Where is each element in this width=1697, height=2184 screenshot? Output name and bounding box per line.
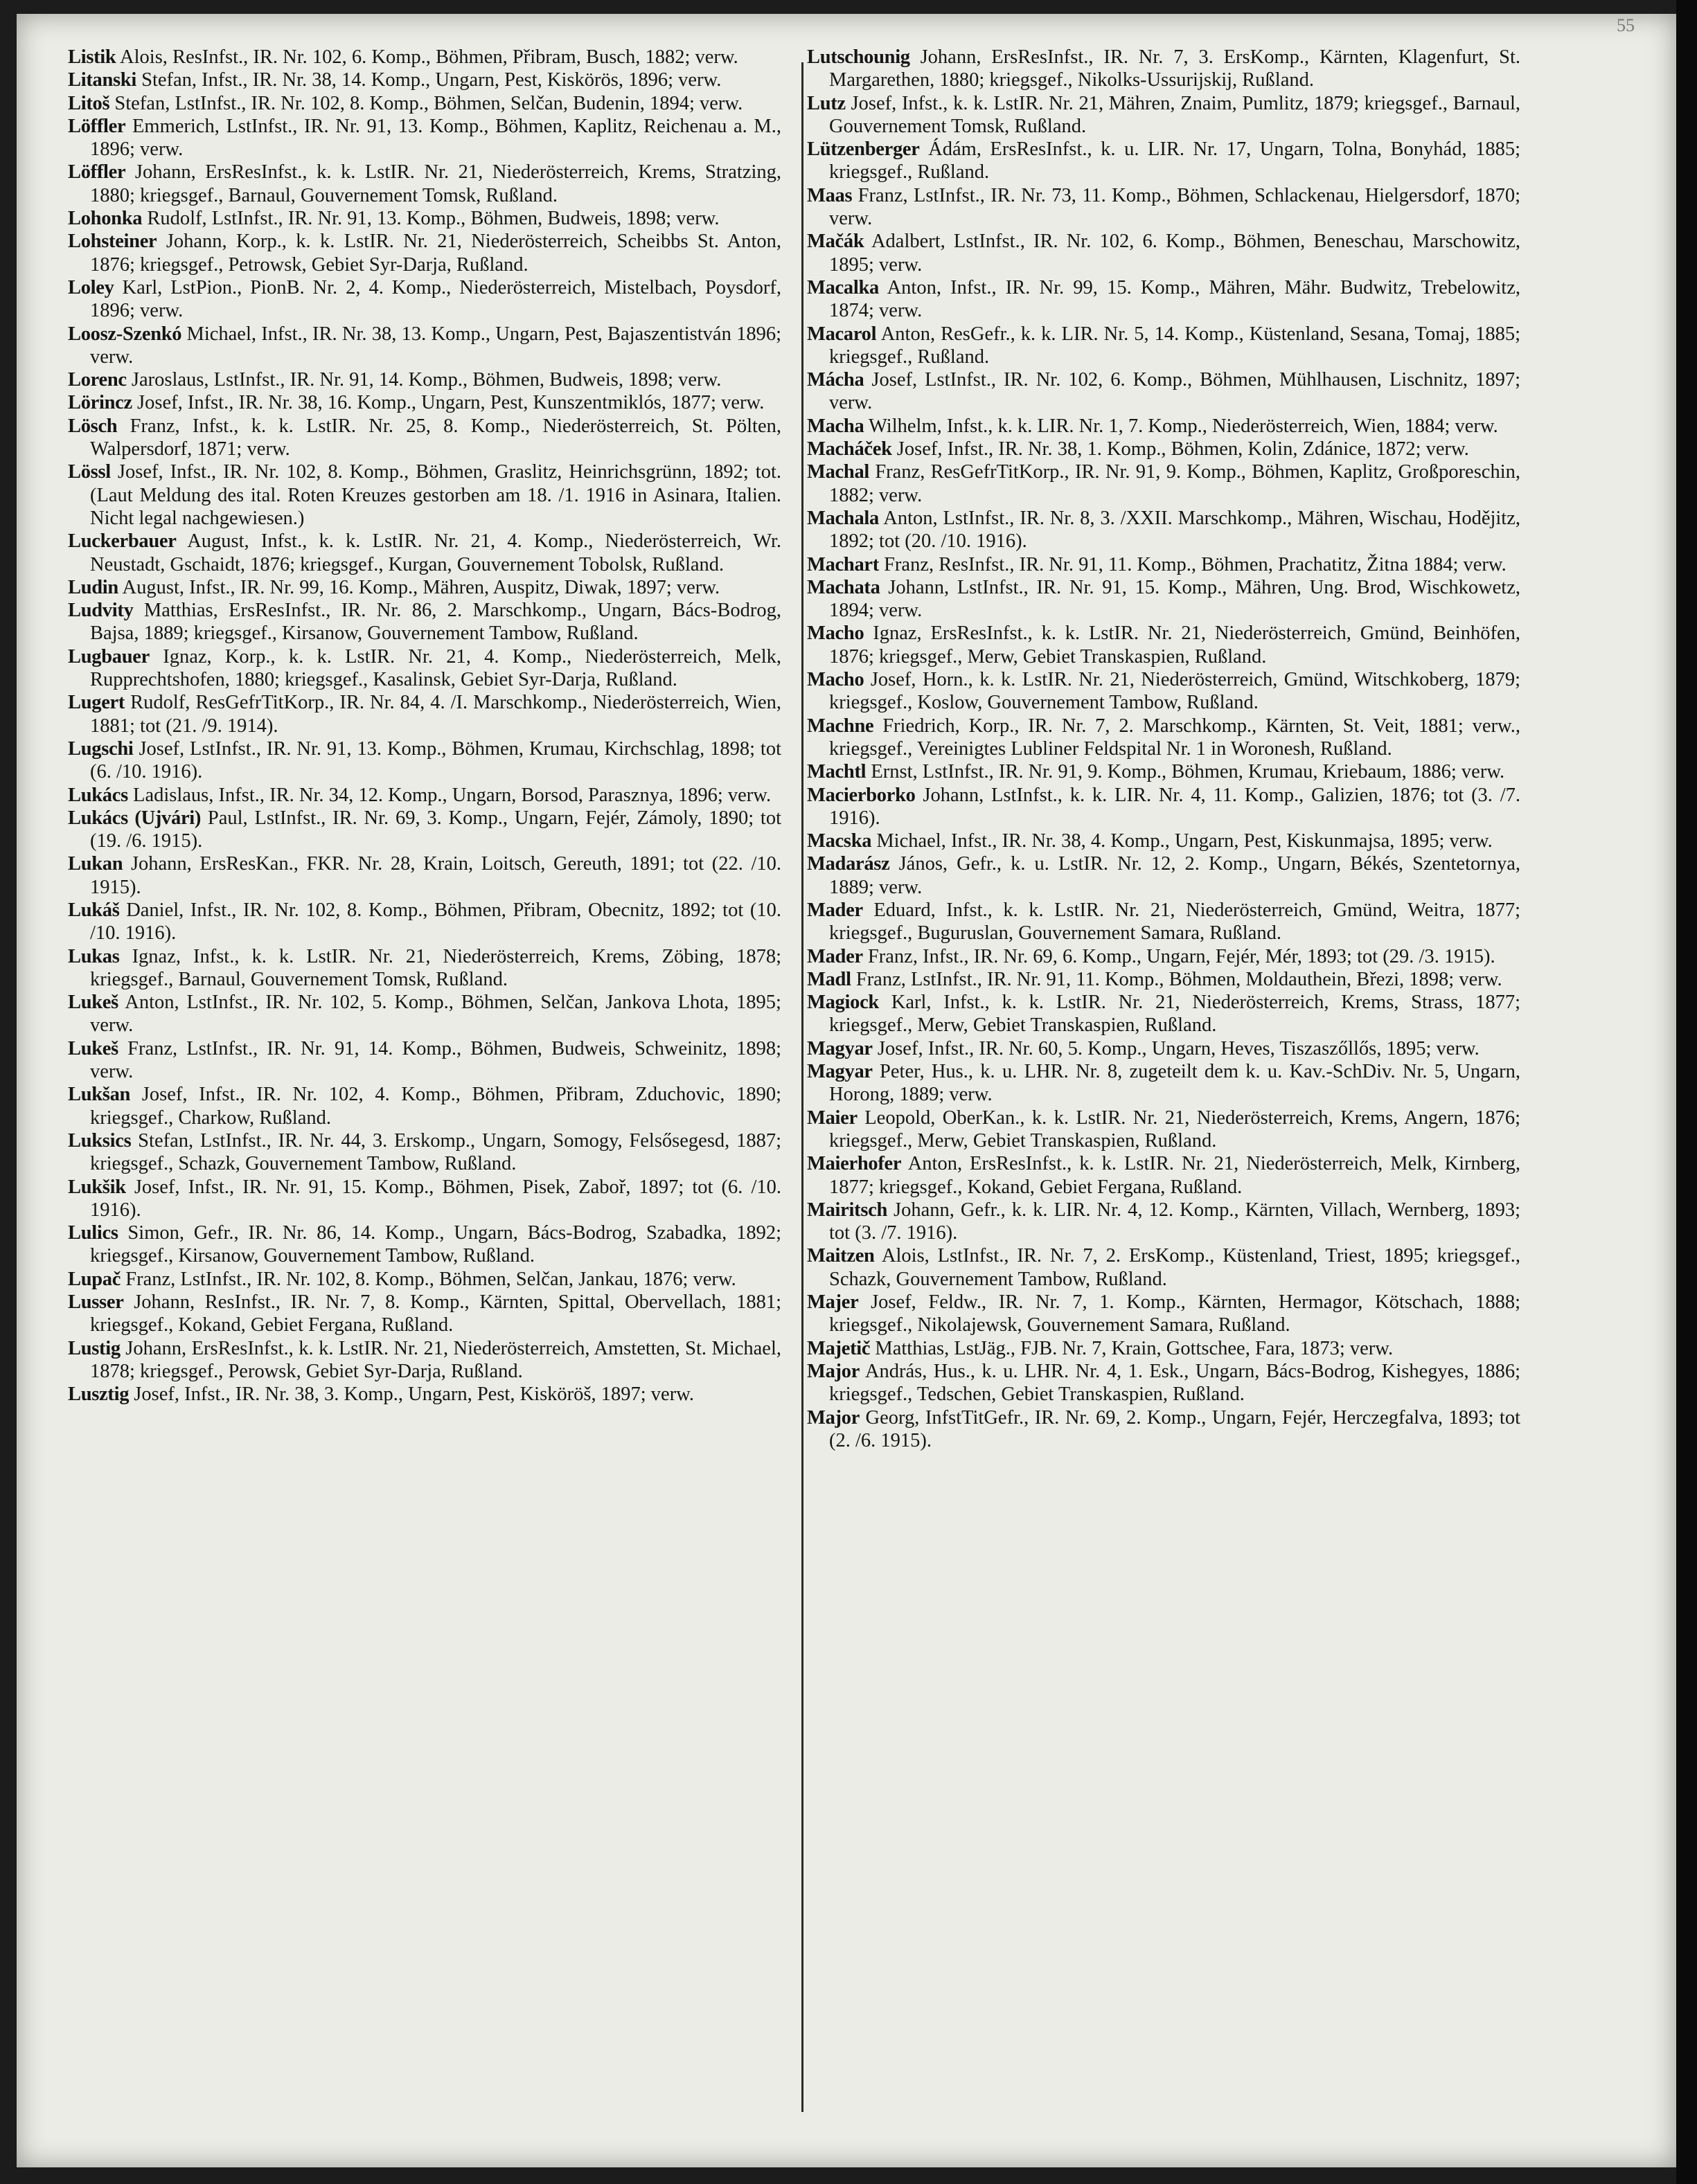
entry-surname: Maitzen [807, 1245, 875, 1267]
casualty-entry [68, 945, 781, 992]
entry-surname: Lukács (Ujvári) [68, 807, 202, 829]
casualty-entry [807, 622, 1520, 668]
entry-surname: Luksics [68, 1129, 132, 1152]
entry-surname: Mácha [807, 369, 864, 391]
entry-details: Matthias, LstJäg., FJB. Nr. 7, Krain, Gottschee, Fara, 1873; verw. [875, 1337, 1394, 1359]
casualty-entry [807, 553, 1520, 576]
entry-surname: Majer [807, 1291, 859, 1314]
entry-surname: Magiock [807, 992, 879, 1014]
entry-details: János, Gefr., k. u. LstIR. Nr. 12, 2. Komp., Ungarn, Békés, Szentetornya, 1889; verw. [829, 853, 1521, 898]
entry-details: Josef, Infst., k. k. LstIR. Nr. 21, Mähren, Znaim, Pumlitz, 1879; kriegsgef., Barnaul, Gouvernement Tomsk, Rußland. [829, 92, 1520, 137]
entry-details: Johann, Gefr., k. k. LIR. Nr. 4, 12. Komp., Kärnten, Villach, Wernberg, 1893; tot (3. /7. 1916). [829, 1199, 1520, 1244]
entry-details: Josef, LstInfst., IR. Nr. 102, 6. Komp., Böhmen, Mühlhausen, Lischnitz, 1897; verw. [829, 369, 1520, 414]
casualty-entry [807, 184, 1520, 231]
casualty-entry [807, 1406, 1520, 1453]
entry-details: Josef, Infst., IR. Nr. 91, 15. Komp., Böhmen, Pisek, Zaboř, 1897; tot (6. /10. 1916). [90, 1176, 781, 1221]
entry-details: Stefan, Infst., IR. Nr. 38, 14. Komp., Ungarn, Pest, Kiskörös, 1896; verw. [141, 69, 722, 91]
entry-details: Johann, ErsResInfst., k. k. LstIR. Nr. 21, Niederösterreich, Amstetten, St. Michael, 1878; kriegsgef., Perowsk, Gebiet Syr-Darja, Rußland. [90, 1337, 781, 1382]
entry-surname: Lukan [68, 853, 123, 875]
entry-details: August, Infst., IR. Nr. 99, 16. Komp., Mähren, Auspitz, Diwak, 1897; verw. [122, 576, 720, 598]
casualty-entry [68, 207, 781, 230]
entry-details: Johann, ErsResInfst., IR. Nr. 7, 3. ErsKomp., Kärnten, Klagenfurt, St. Margarethen, 1880; kriegsgef., Nikolks-Ussurijskij, Rußland. [829, 46, 1520, 91]
casualty-entry [807, 715, 1520, 761]
entry-details: Franz, LstInfst., IR. Nr. 102, 8. Komp., Böhmen, Selčan, Jankau, 1876; verw. [125, 1268, 736, 1290]
entry-details: Josef, Infst., IR. Nr. 38, 16. Komp., Ungarn, Pest, Kunszentmiklós, 1877; verw. [137, 392, 765, 414]
casualty-entry [807, 945, 1520, 968]
casualty-entry [68, 807, 781, 853]
entry-surname: Machne [807, 715, 874, 737]
casualty-entry [68, 599, 781, 645]
casualty-entry [807, 784, 1520, 830]
casualty-entry [807, 899, 1520, 945]
entry-details: Michael, Infst., IR. Nr. 38, 4. Komp., Ungarn, Pest, Kiskunmajsa, 1895; verw. [876, 830, 1493, 852]
entry-details: Jaroslaus, LstInfst., IR. Nr. 91, 14. Komp., Böhmen, Budweis, 1898; verw. [131, 369, 722, 391]
entry-surname: Magyar [807, 1037, 873, 1059]
entry-details: Rudolf, ResGefrTitKorp., IR. Nr. 84, 4. /I. Marschkomp., Niederösterreich, Wien, 1881; tot (21. /9. 1914). [90, 692, 781, 737]
entry-details: Eduard, Infst., k. k. LstIR. Nr. 21, Niederösterreich, Gmünd, Weitra, 1877; kriegsgef., Buguruslan, Gouvernement Samara, Rußland. [829, 899, 1520, 945]
entry-details: Stefan, LstInfst., IR. Nr. 102, 8. Komp., Böhmen, Selčan, Budenin, 1894; verw. [114, 92, 743, 114]
entry-surname: Mader [807, 945, 863, 967]
entry-surname: Loley [68, 276, 114, 298]
entry-details: Johann, ErsResInfst., k. k. LstIR. Nr. 21, Niederösterreich, Krems, Stratzing, 1880; kriegsgef., Barnaul, Gouvernement Tomsk, Rußland. [90, 161, 782, 206]
entry-details: Josef, Horn., k. k. LstIR. Nr. 21, Niederösterreich, Gmünd, Witschkoberg, 1879; kriegsgef., Koslow, Gouvernement Tambow, Rußland. [829, 669, 1520, 714]
entry-surname: Lukšan [68, 1084, 131, 1106]
entry-surname: Lugbauer [68, 645, 150, 668]
entry-surname: Luckerbauer [68, 530, 177, 553]
entry-details: Ignaz, Infst., k. k. LstIR. Nr. 21, Niederösterreich, Krems, Zöbing, 1878; kriegsgef., Barnaul, Gouvernement Tomsk, Rußland. [90, 945, 781, 990]
entry-details: Ádám, ErsResInfst., k. u. LIR. Nr. 17, Ungarn, Tolna, Bonyhád, 1885; kriegsgef., Rußland. [829, 138, 1521, 184]
entry-surname: Lukáš [68, 899, 120, 921]
casualty-entry [807, 576, 1520, 623]
entry-surname: Madl [807, 968, 851, 990]
casualty-entry [807, 460, 1520, 507]
entry-details: Franz, Infst., k. k. LstIR. Nr. 25, 8. Komp., Niederösterreich, St. Pölten, Walpersdorf, 1871; verw. [90, 415, 781, 460]
entry-surname: Major [807, 1406, 860, 1429]
entry-details: Josef, LstInfst., IR. Nr. 91, 13. Komp., Böhmen, Krumau, Kirchschlag, 1898; tot (6. /10. 1916). [90, 737, 782, 783]
entry-surname: Lorenc [68, 369, 127, 391]
casualty-entry [807, 1291, 1520, 1337]
entry-details: Ignaz, Korp., k. k. LstIR. Nr. 21, 4. Komp., Niederösterreich, Melk, Rupprechtshofen, 1880; kriegsgef., Kasalinsk, Gebiet Syr-Darja, Rußland. [90, 645, 781, 691]
casualty-entry [68, 1176, 781, 1222]
entry-surname: Litanski [68, 69, 136, 91]
casualty-entry [807, 760, 1520, 783]
entry-surname: Lutz [807, 92, 846, 114]
entry-details: Josef, Infst., IR. Nr. 102, 4. Komp., Böhmen, Přibram, Zduchovic, 1890; kriegsgef., Charkow, Rußland. [90, 1084, 781, 1129]
entry-details: Matthias, ErsResInfst., IR. Nr. 86, 2. Marschkomp., Ungarn, Bács-Bodrog, Bajsa, 1889; kriegsgef., Kirsanow, Gouvernement Tambow, Rußland. [90, 600, 781, 645]
entry-surname: Mačák [807, 231, 864, 253]
entry-surname: Lukács [68, 784, 128, 806]
entry-surname: Lupač [68, 1268, 121, 1290]
entry-details: Johann, Korp., k. k. LstIR. Nr. 21, Niederösterreich, Scheibbs St. Anton, 1876; kriegsgef., Petrowsk, Gebiet Syr-Darja, Rußland. [90, 231, 782, 276]
casualty-entry [807, 507, 1520, 553]
casualty-entry [807, 138, 1520, 184]
entry-surname: Macalka [807, 276, 879, 298]
entry-surname: Macháček [807, 438, 892, 460]
entry-surname: Mairitsch [807, 1199, 888, 1221]
entry-details: Ignaz, ErsResInfst., k. k. LstIR. Nr. 21, Niederösterreich, Gmünd, Beinhöfen, 1876; kriegsgef., Merw, Gebiet Transkaspien, Rußland. [829, 623, 1520, 668]
casualty-entry [68, 69, 781, 91]
entry-surname: Machata [807, 576, 880, 598]
entry-details: Franz, ResInfst., IR. Nr. 91, 11. Komp., Böhmen, Prachatitz, Žitna 1884; verw. [884, 553, 1507, 575]
casualty-entry [68, 645, 781, 692]
casualty-entry [807, 1152, 1520, 1199]
casualty-entry [807, 991, 1520, 1037]
entry-surname: Lohonka [68, 208, 143, 230]
entry-surname: Lössl [68, 461, 111, 483]
casualty-entry [68, 991, 781, 1037]
right-column [807, 46, 1520, 1452]
entry-surname: Maas [807, 184, 853, 206]
entry-details: Rudolf, LstInfst., IR. Nr. 91, 13. Komp., Böhmen, Budweis, 1898; verw. [147, 208, 720, 230]
entry-details: Paul, LstInfst., IR. Nr. 69, 3. Komp., Ungarn, Fejér, Zámoly, 1890; tot (19. /6. 1915). [90, 807, 781, 852]
entry-surname: Lugschi [68, 737, 134, 760]
entry-details: Josef, Infst., IR. Nr. 60, 5. Komp., Ungarn, Heves, Tiszaszőllős, 1895; verw. [877, 1037, 1480, 1059]
entry-details: Franz, LstInfst., IR. Nr. 73, 11. Komp., Böhmen, Schlackenau, Hielgersdorf, 1870; verw. [829, 184, 1520, 230]
scan-edge [1676, 0, 1697, 2184]
entry-surname: Litoš [68, 92, 110, 114]
entry-surname: Majetič [807, 1337, 871, 1359]
entry-details: Karl, Infst., k. k. LstIR. Nr. 21, Niederösterreich, Krems, Strass, 1877; kriegsgef., Merw, Gebiet Transkaspien, Rußland. [829, 992, 1520, 1037]
entry-details: Leopold, OberKan., k. k. LstIR. Nr. 21, Niederösterreich, Krems, Angern, 1876; kriegsgef., Merw, Gebiet Transkaspien, Rußland. [829, 1107, 1521, 1152]
casualty-entry [807, 1244, 1520, 1291]
entry-details: Anton, LstInfst., IR. Nr. 102, 5. Komp., Böhmen, Selčan, Jankova Lhota, 1895; verw. [90, 992, 781, 1037]
entry-details: Johann, ResInfst., IR. Nr. 7, 8. Komp., Kärnten, Spittal, Obervellach, 1881; kriegsgef., Kokand, Gebiet Fergana, Rußland. [90, 1291, 782, 1336]
entry-surname: Mader [807, 899, 863, 921]
entry-surname: Machala [807, 507, 879, 529]
casualty-entry [807, 438, 1520, 460]
entry-surname: Lutschounig [807, 46, 910, 68]
entry-surname: Listik [68, 46, 116, 68]
casualty-entry [807, 1337, 1520, 1360]
casualty-entry [807, 1360, 1520, 1406]
casualty-entry [68, 1221, 781, 1268]
casualty-entry [68, 1383, 781, 1406]
casualty-entry [807, 1107, 1520, 1153]
entry-details: Emmerich, LstInfst., IR. Nr. 91, 13. Komp., Böhmen, Kaplitz, Reichenau a. M., 1896; verw. [90, 115, 782, 161]
entry-surname: Macierborko [807, 784, 916, 806]
entry-details: Franz, LstInfst., IR. Nr. 91, 14. Komp., Böhmen, Budweis, Schweinitz, 1898; verw. [90, 1037, 781, 1083]
casualty-entry [68, 161, 781, 207]
entry-surname: Madarász [807, 853, 890, 875]
casualty-entry [68, 391, 781, 414]
casualty-entry [807, 1060, 1520, 1107]
entry-details: Josef, Feldw., IR. Nr. 7, 1. Komp., Kärnten, Hermagor, Kötschach, 1888; kriegsgef., Nikolajewsk, Gouvernement Samara, Rußland. [829, 1291, 1520, 1336]
entry-details: Franz, LstInfst., IR. Nr. 91, 11. Komp., Böhmen, Moldauthein, Březi, 1898; verw. [855, 968, 1502, 990]
casualty-entry [807, 852, 1520, 899]
entry-surname: Lukeš [68, 992, 118, 1014]
entry-details: Anton, LstInfst., IR. Nr. 8, 3. /XXII. Marschkomp., Mähren, Wischau, Hodějitz, 1892; tot (20. /10. 1916). [829, 507, 1520, 553]
casualty-entry [68, 852, 781, 899]
entry-surname: Löffler [68, 115, 126, 137]
entry-details: Josef, Infst., IR. Nr. 102, 8. Komp., Böhmen, Graslitz, Heinrichsgrünn, 1892; tot. (Laut Meldung des ital. Roten Kreuzes gestorben am 18. /1. 1916 in Asinara, Italien. Nicht legal nachgewiesen.) [90, 461, 781, 529]
entry-surname: Löffler [68, 161, 126, 184]
entry-details: August, Infst., k. k. LstIR. Nr. 21, 4. Komp., Niederösterreich, Wr. Neustadt, Gschaidt, 1876; kriegsgef., Kurgan, Gouvernement Tobolsk, Rußland. [90, 530, 781, 575]
casualty-entry [68, 415, 781, 461]
casualty-entry [68, 784, 781, 807]
entry-surname: Major [807, 1360, 860, 1382]
entry-surname: Lusser [68, 1291, 124, 1314]
casualty-entry [68, 1337, 781, 1384]
entry-surname: Lulics [68, 1222, 118, 1244]
entry-details: Anton, Infst., IR. Nr. 99, 15. Komp., Mähren, Mähr. Budwitz, Trebelowitz, 1874; verw. [829, 276, 1520, 322]
left-column [68, 46, 781, 1406]
column-divider [801, 62, 803, 2112]
entry-details: Franz, Infst., IR. Nr. 69, 6. Komp., Ungarn, Fejér, Mér, 1893; tot (29. /3. 1915). [867, 945, 1495, 967]
entry-details: Wilhelm, Infst., k. k. LIR. Nr. 1, 7. Komp., Niederösterreich, Wien, 1884; verw. [869, 415, 1498, 437]
casualty-entry [68, 115, 781, 161]
entry-surname: Lukšik [68, 1176, 126, 1198]
entry-surname: Macho [807, 623, 864, 645]
entry-surname: Machtl [807, 761, 867, 783]
casualty-entry [807, 1199, 1520, 1245]
entry-surname: Lusztig [68, 1384, 130, 1406]
entry-details: Alois, ResInfst., IR. Nr. 102, 6. Komp., Böhmen, Přibram, Busch, 1882; verw. [120, 46, 738, 68]
casualty-entry [807, 92, 1520, 138]
entry-surname: Lützenberger [807, 138, 920, 161]
casualty-entry [807, 415, 1520, 438]
casualty-entry [68, 46, 781, 69]
casualty-entry [68, 92, 781, 115]
casualty-entry [807, 323, 1520, 369]
entry-details: Ernst, LstInfst., IR. Nr. 91, 9. Komp., Böhmen, Krumau, Kriebaum, 1886; verw. [871, 761, 1505, 783]
casualty-entry [68, 1129, 781, 1176]
casualty-entry [807, 276, 1520, 323]
casualty-entry [807, 968, 1520, 991]
entry-details: Simon, Gefr., IR. Nr. 86, 14. Komp., Ungarn, Bács-Bodrog, Szabadka, 1892; kriegsgef., Kirsanow, Gouvernement Tambow, Rußland. [90, 1222, 781, 1267]
casualty-entry [68, 1037, 781, 1084]
entry-details: Michael, Infst., IR. Nr. 38, 13. Komp., Ungarn, Pest, Bajaszentistván 1896; verw. [90, 323, 781, 368]
entry-surname: Macska [807, 830, 872, 852]
entry-surname: Maierhofer [807, 1153, 902, 1175]
entry-surname: Macho [807, 669, 864, 691]
entry-surname: Lugert [68, 692, 125, 714]
casualty-entry [807, 230, 1520, 276]
casualty-entry [68, 368, 781, 391]
entry-surname: Macha [807, 415, 864, 437]
page-number: 55 [1617, 15, 1635, 35]
entry-details: András, Hus., k. u. LHR. Nr. 4, 1. Esk., Ungarn, Bács-Bodrog, Kishegyes, 1886; kriegsgef., Tedschen, Gebiet Transkaspien, Rußland. [829, 1360, 1520, 1406]
entry-details: Johann, ErsResKan., FKR. Nr. 28, Krain, Loitsch, Gereuth, 1891; tot (22. /10. 1915). [90, 853, 782, 898]
casualty-entry [68, 276, 781, 323]
entry-surname: Macarol [807, 323, 877, 345]
casualty-entry [807, 1037, 1520, 1060]
entry-details: Georg, InfstTitGefr., IR. Nr. 69, 2. Komp., Ungarn, Fejér, Herczegfalva, 1893; tot (2. /6. 1915). [829, 1406, 1521, 1451]
entry-surname: Loosz-Szenkó [68, 323, 182, 345]
entry-details: Johann, LstInfst., IR. Nr. 91, 15. Komp., Mähren, Ung. Brod, Wischkowetz, 1894; verw. [829, 576, 1520, 622]
entry-details: Johann, LstInfst., k. k. LIR. Nr. 4, 11. Komp., Galizien, 1876; tot (3. /7. 1916). [829, 784, 1521, 829]
entry-surname: Lösch [68, 415, 118, 437]
entry-details: Josef, Infst., IR. Nr. 38, 1. Komp., Böhmen, Kolin, Zdánice, 1872; verw. [896, 438, 1469, 460]
casualty-entry [68, 1268, 781, 1291]
casualty-entry [68, 899, 781, 945]
entry-details: Josef, Infst., IR. Nr. 38, 3. Komp., Ungarn, Pest, Kisköröš, 1897; verw. [134, 1384, 695, 1406]
entry-surname: Lohsteiner [68, 231, 157, 253]
casualty-entry [68, 737, 781, 784]
casualty-entry [68, 576, 781, 599]
entry-details: Alois, LstInfst., IR. Nr. 7, 2. ErsKomp., Küstenland, Triest, 1895; kriegsgef., Schazk, Gouvernement Tambow, Rußland. [829, 1245, 1520, 1290]
casualty-entry [807, 368, 1520, 415]
entry-details: Karl, LstPion., PionB. Nr. 2, 4. Komp., Niederösterreich, Mistelbach, Poysdorf, 1896; verw. [90, 276, 782, 322]
casualty-entry [68, 1291, 781, 1337]
entry-surname: Lukas [68, 945, 120, 967]
casualty-entry [68, 1083, 781, 1129]
entry-details: Peter, Hus., k. u. LHR. Nr. 8, zugeteilt dem k. u. Kav.-SchDiv. Nr. 5, Ungarn, Horong, 1889; verw. [829, 1061, 1520, 1106]
entry-surname: Ludin [68, 576, 118, 598]
casualty-entry [68, 323, 781, 369]
entry-details: Ladislaus, Infst., IR. Nr. 34, 12. Komp., Ungarn, Borsod, Parasznya, 1896; verw. [133, 784, 772, 806]
casualty-entry [68, 530, 781, 576]
entry-surname: Machart [807, 553, 879, 575]
entry-surname: Lustig [68, 1337, 121, 1359]
entry-surname: Maier [807, 1107, 858, 1129]
entry-details: Adalbert, LstInfst., IR. Nr. 102, 6. Komp., Böhmen, Beneschau, Marschowitz, 1895; verw. [829, 231, 1520, 276]
entry-details: Stefan, LstInfst., IR. Nr. 44, 3. Erskomp., Ungarn, Somogy, Felsősegesd, 1887; kriegsgef., Schazk, Gouvernement Tambow, Rußland. [90, 1129, 781, 1175]
entry-surname: Machal [807, 461, 870, 483]
casualty-entry [68, 460, 781, 530]
entry-details: Daniel, Infst., IR. Nr. 102, 8. Komp., Böhmen, Přibram, Obecnitz, 1892; tot (10. /10. 1916). [90, 899, 781, 945]
entry-details: Anton, ResGefr., k. k. LIR. Nr. 5, 14. Komp., Küstenland, Sesana, Tomaj, 1885; kriegsgef., Rußland. [829, 323, 1520, 368]
casualty-entry [68, 230, 781, 276]
entry-surname: Magyar [807, 1061, 873, 1083]
entry-surname: Lörincz [68, 392, 132, 414]
entry-surname: Ludvity [68, 600, 134, 622]
casualty-entry [807, 830, 1520, 852]
entry-details: Friedrich, Korp., IR. Nr. 7, 2. Marschkomp., Kärnten, St. Veit, 1881; verw., kriegsgef., Vereinigtes Lubliner Feldspital Nr. 1 in Woronesh, Rußland. [829, 715, 1520, 760]
casualty-entry [807, 46, 1520, 92]
entry-details: Franz, ResGefrTitKorp., IR. Nr. 91, 9. Komp., Böhmen, Kaplitz, Großporeschin, 1882; verw. [829, 461, 1520, 506]
entry-details: Anton, ErsResInfst., k. k. LstIR. Nr. 21, Niederösterreich, Melk, Kirnberg, 1877; kriegsgef., Kokand, Gebiet Fergana, Rußland. [829, 1153, 1520, 1198]
casualty-entry [807, 668, 1520, 715]
entry-surname: Lukeš [68, 1037, 118, 1059]
casualty-entry [68, 691, 781, 737]
